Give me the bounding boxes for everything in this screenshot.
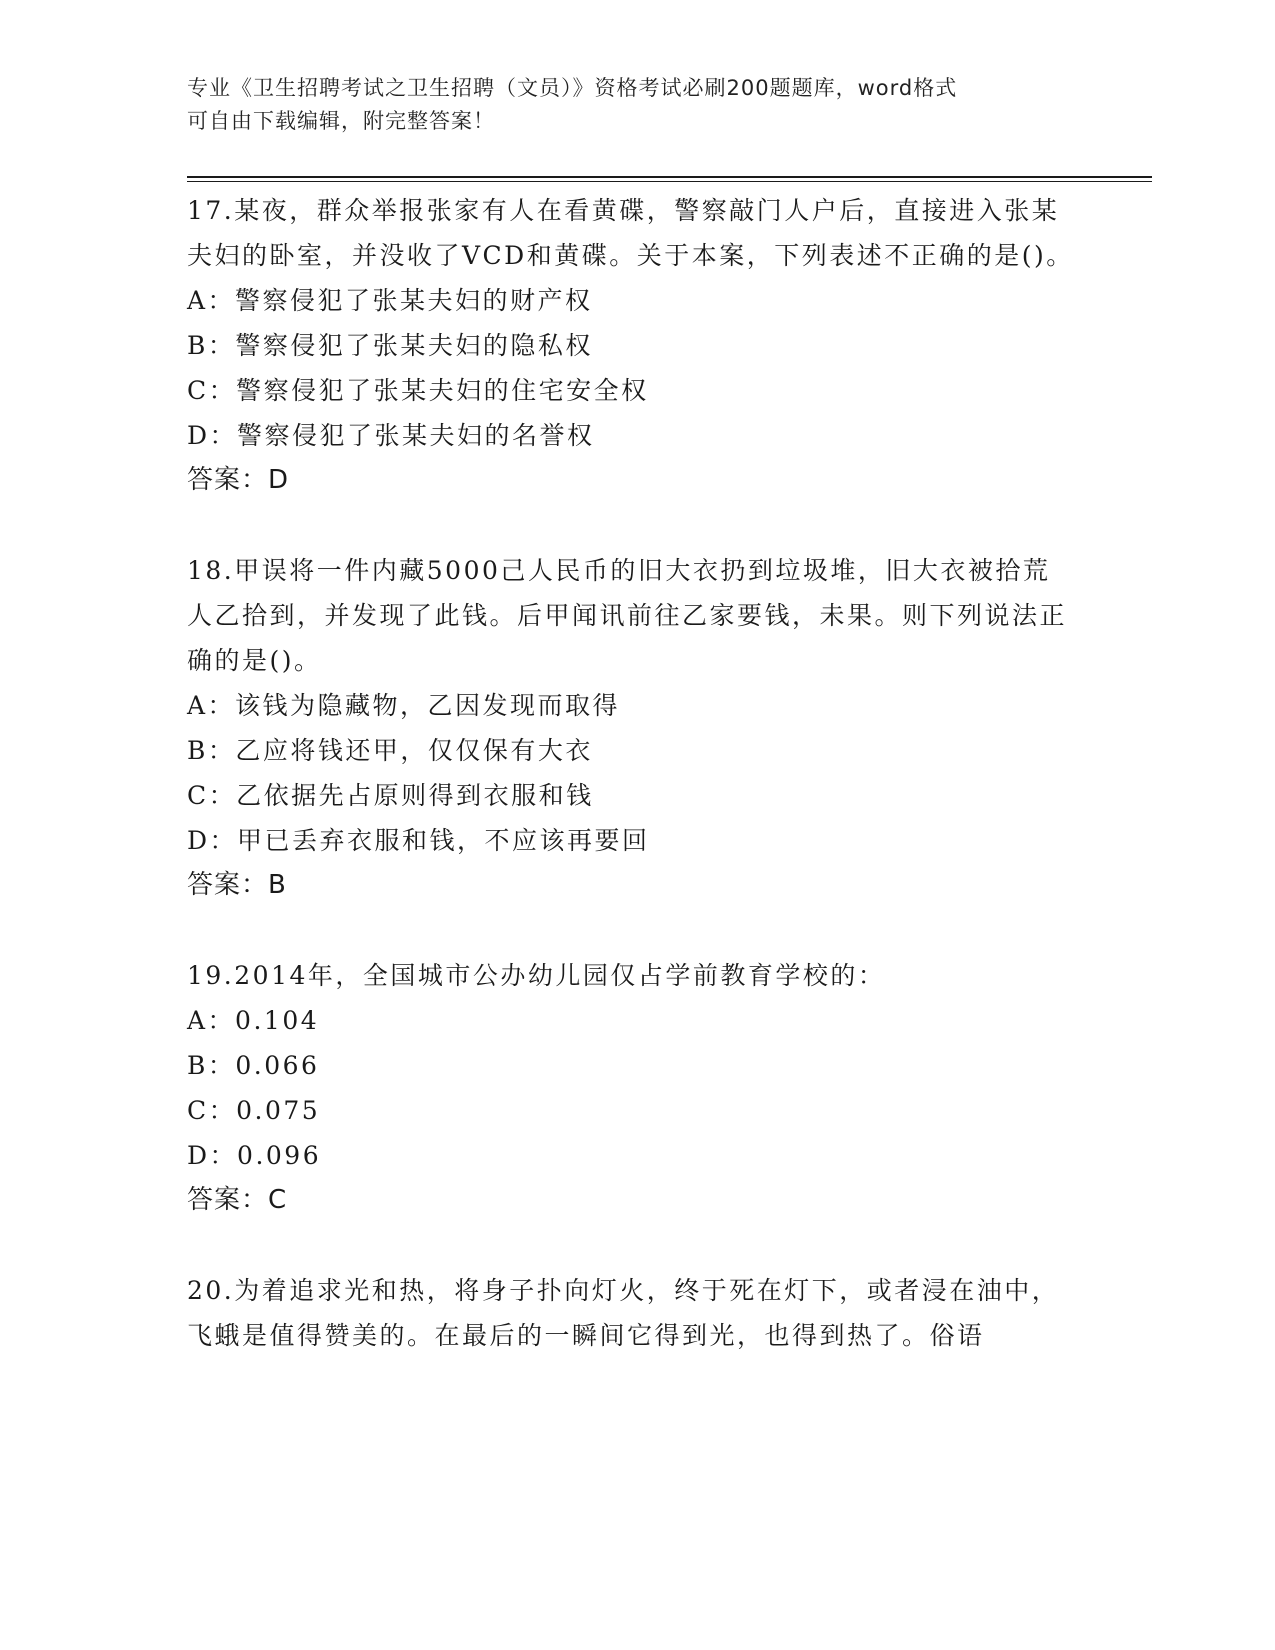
option-c: C：乙依据先占原则得到衣服和钱	[187, 781, 594, 810]
answer-line: 答案：D	[187, 465, 290, 495]
answer-line: 答案：C	[187, 1185, 288, 1215]
question-stem: 18.甲误将一件内藏5000己人民币的旧大衣扔到垃圾堆，旧大衣被拾荒人乙拾到，并发现了此钱。后甲闻讯前往乙家要钱，未果。则下列说法正确的是()。	[187, 556, 1068, 675]
question-spacer	[187, 908, 1077, 953]
question-stem: 17.某夜，群众举报张家有人在看黄碟，警察敲门人户后，直接进入张某夫妇的卧室，并没收了VCD和黄碟。关于本案，下列表述不正确的是()。	[187, 196, 1074, 270]
question-spacer	[187, 1223, 1077, 1268]
option-b: B：0.066	[187, 1051, 320, 1080]
question-18	[187, 548, 1077, 908]
option-a: A：警察侵犯了张某夫妇的财产权	[187, 286, 593, 315]
answer-line: 答案：B	[187, 870, 287, 900]
option-a: A：该钱为隐藏物，乙因发现而取得	[187, 691, 621, 720]
question-list	[187, 188, 1077, 1358]
option-b: B：警察侵犯了张某夫妇的隐私权	[187, 331, 593, 360]
document-header	[187, 72, 1067, 138]
option-c: C：警察侵犯了张某夫妇的住宅安全权	[187, 376, 649, 405]
question-20	[187, 1268, 1077, 1358]
option-c: C：0.075	[187, 1096, 321, 1125]
question-spacer	[187, 503, 1077, 548]
option-d: D：甲已丢弃衣服和钱，不应该再要回	[187, 826, 650, 855]
question-stem: 19.2014年，全国城市公办幼儿园仅占学前教育学校的：	[187, 961, 886, 990]
header-divider-thick	[187, 176, 1152, 178]
option-d: D：0.096	[187, 1141, 322, 1170]
header-divider-thin	[187, 181, 1152, 182]
option-a: A：0.104	[187, 1006, 320, 1035]
option-b: B：乙应将钱还甲，仅仅保有大衣	[187, 736, 593, 765]
option-d: D：警察侵犯了张某夫妇的名誉权	[187, 421, 595, 450]
question-stem: 20.为着追求光和热，将身子扑向灯火，终于死在灯下，或者浸在油中，飞蛾是值得赞美的。在最后的一瞬间它得到光，也得到热了。俗语	[187, 1276, 1060, 1350]
header-line-2: 可自由下载编辑，附完整答案！	[187, 109, 495, 133]
header-line-1: 专业《卫生招聘考试之卫生招聘（文员）》资格考试必刷200题题库，word格式	[187, 76, 958, 100]
question-19	[187, 953, 1077, 1223]
question-17	[187, 188, 1077, 503]
